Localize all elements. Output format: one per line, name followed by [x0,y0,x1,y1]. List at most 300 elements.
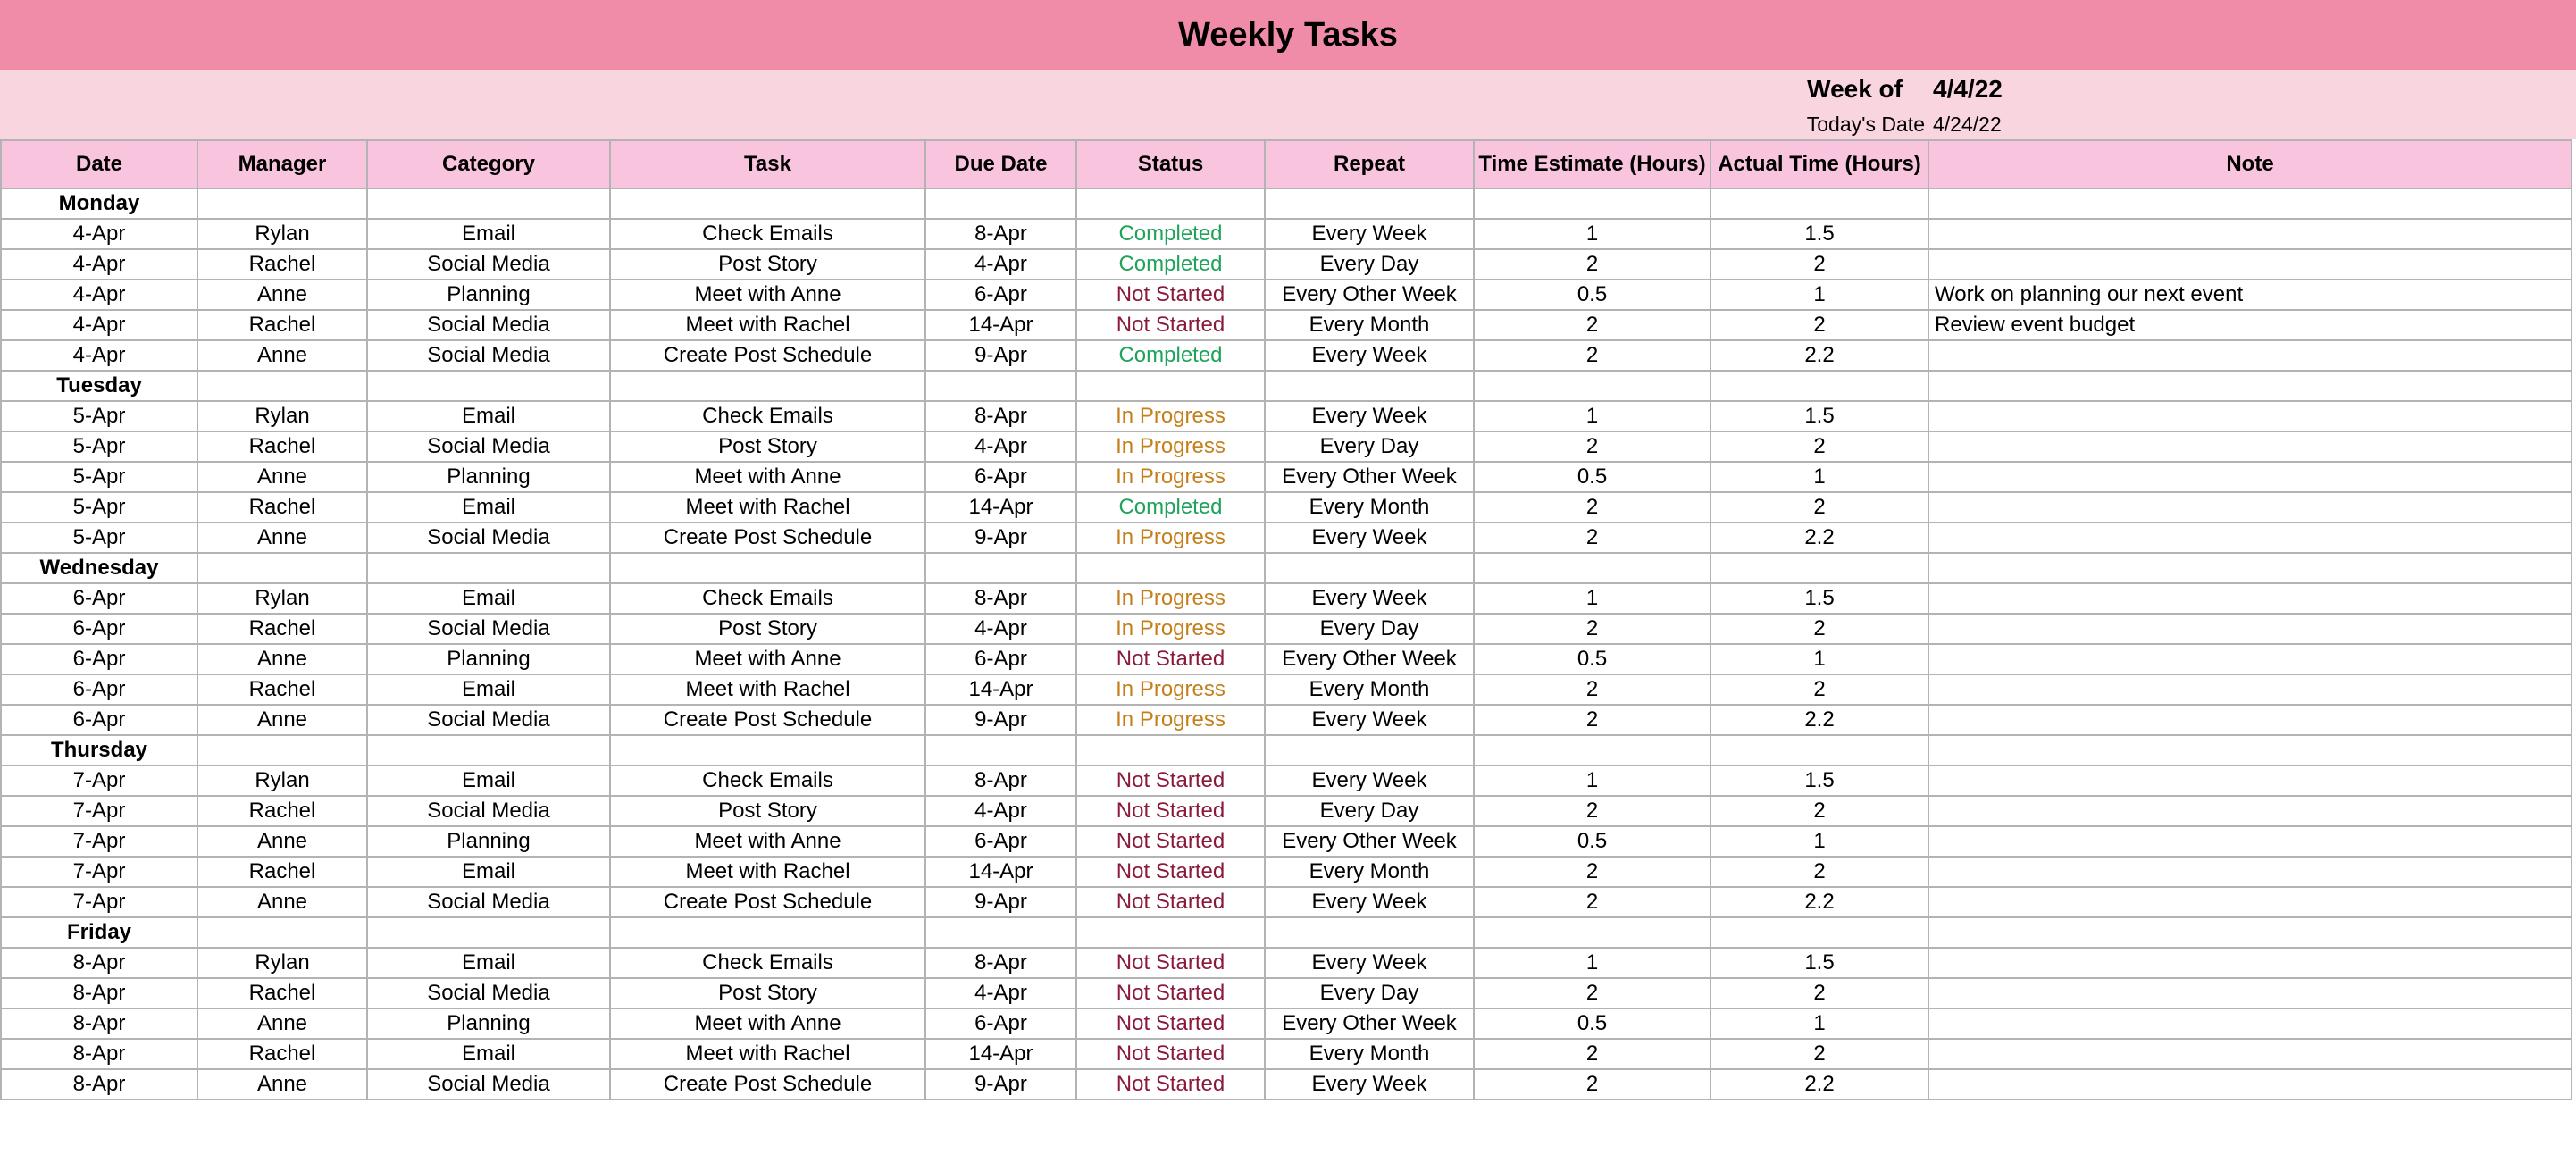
cell-time-estimate[interactable]: 2 [1474,887,1710,917]
empty-cell[interactable] [1710,735,1928,766]
cell-note[interactable] [1928,523,2572,553]
empty-cell[interactable] [925,917,1076,948]
cell-due-date[interactable]: 4-Apr [925,431,1076,462]
table-row[interactable] [1,644,2572,674]
cell-time-estimate[interactable]: 1 [1474,766,1710,796]
cell-time-estimate[interactable]: 2 [1474,310,1710,340]
cell-due-date[interactable]: 14-Apr [925,857,1076,887]
cell-task[interactable]: Meet with Rachel [610,310,925,340]
cell-task[interactable]: Create Post Schedule [610,523,925,553]
cell-task[interactable]: Check Emails [610,219,925,249]
table-row[interactable] [1,583,2572,614]
cell-actual-time[interactable]: 1 [1710,644,1928,674]
cell-due-date[interactable]: 4-Apr [925,614,1076,644]
empty-cell[interactable] [1076,371,1265,401]
cell-status[interactable]: Not Started [1076,280,1265,310]
empty-cell[interactable] [197,371,367,401]
empty-cell[interactable] [197,553,367,583]
cell-repeat[interactable]: Every Other Week [1265,1008,1474,1039]
cell-manager[interactable]: Rylan [197,401,367,431]
cell-time-estimate[interactable]: 2 [1474,492,1710,523]
cell-task[interactable]: Meet with Rachel [610,674,925,705]
cell-status[interactable]: Not Started [1076,948,1265,978]
cell-due-date[interactable]: 6-Apr [925,1008,1076,1039]
cell-category[interactable]: Email [367,948,610,978]
cell-status[interactable]: Not Started [1076,766,1265,796]
cell-due-date[interactable]: 14-Apr [925,674,1076,705]
table-row[interactable] [1,401,2572,431]
cell-status[interactable]: Completed [1076,492,1265,523]
empty-cell[interactable] [1928,917,2572,948]
cell-repeat[interactable]: Every Week [1265,340,1474,371]
cell-time-estimate[interactable]: 2 [1474,1039,1710,1069]
cell-status[interactable]: Not Started [1076,1069,1265,1100]
cell-manager[interactable]: Anne [197,644,367,674]
empty-cell[interactable] [1076,735,1265,766]
empty-cell[interactable] [610,917,925,948]
empty-cell[interactable] [1265,917,1474,948]
cell-actual-time[interactable]: 2.2 [1710,1069,1928,1100]
cell-repeat[interactable]: Every Week [1265,705,1474,735]
day-label[interactable]: Wednesday [1,553,197,583]
empty-cell[interactable] [1265,371,1474,401]
cell-repeat[interactable]: Every Month [1265,857,1474,887]
cell-category[interactable]: Social Media [367,978,610,1008]
empty-cell[interactable] [1928,735,2572,766]
cell-category[interactable]: Email [367,766,610,796]
cell-category[interactable]: Social Media [367,340,610,371]
cell-category[interactable]: Planning [367,280,610,310]
cell-time-estimate[interactable]: 2 [1474,978,1710,1008]
cell-category[interactable]: Email [367,1039,610,1069]
cell-note[interactable] [1928,674,2572,705]
empty-cell[interactable] [1710,371,1928,401]
cell-repeat[interactable]: Every Day [1265,614,1474,644]
cell-due-date[interactable]: 4-Apr [925,796,1076,826]
cell-manager[interactable]: Rylan [197,219,367,249]
cell-actual-time[interactable]: 1 [1710,462,1928,492]
cell-repeat[interactable]: Every Week [1265,583,1474,614]
cell-actual-time[interactable]: 1 [1710,826,1928,857]
cell-date[interactable]: 5-Apr [1,462,197,492]
empty-cell[interactable] [367,735,610,766]
cell-note[interactable] [1928,644,2572,674]
cell-due-date[interactable]: 14-Apr [925,1039,1076,1069]
empty-cell[interactable] [197,735,367,766]
cell-note[interactable] [1928,249,2572,280]
cell-time-estimate[interactable]: 0.5 [1474,1008,1710,1039]
table-row[interactable] [1,249,2572,280]
cell-category[interactable]: Planning [367,1008,610,1039]
cell-due-date[interactable]: 9-Apr [925,887,1076,917]
cell-date[interactable]: 6-Apr [1,583,197,614]
cell-task[interactable]: Check Emails [610,948,925,978]
cell-note[interactable] [1928,219,2572,249]
col-header-status[interactable]: Status [1076,140,1265,188]
empty-cell[interactable] [367,188,610,219]
empty-cell[interactable] [1265,188,1474,219]
cell-status[interactable]: Completed [1076,340,1265,371]
cell-task[interactable]: Post Story [610,978,925,1008]
cell-status[interactable]: In Progress [1076,583,1265,614]
cell-actual-time[interactable]: 1.5 [1710,401,1928,431]
empty-cell[interactable] [197,917,367,948]
empty-cell[interactable] [1076,553,1265,583]
cell-note[interactable]: Review event budget [1928,310,2572,340]
cell-due-date[interactable]: 6-Apr [925,462,1076,492]
cell-manager[interactable]: Rachel [197,431,367,462]
cell-status[interactable]: In Progress [1076,674,1265,705]
cell-due-date[interactable]: 8-Apr [925,948,1076,978]
cell-actual-time[interactable]: 1 [1710,280,1928,310]
cell-date[interactable]: 7-Apr [1,826,197,857]
col-header-task[interactable]: Task [610,140,925,188]
empty-cell[interactable] [610,188,925,219]
cell-time-estimate[interactable]: 2 [1474,340,1710,371]
table-row[interactable] [1,280,2572,310]
cell-actual-time[interactable]: 1.5 [1710,948,1928,978]
cell-due-date[interactable]: 4-Apr [925,249,1076,280]
table-row[interactable] [1,796,2572,826]
cell-repeat[interactable]: Every Month [1265,674,1474,705]
table-row[interactable] [1,340,2572,371]
cell-task[interactable]: Meet with Anne [610,644,925,674]
cell-time-estimate[interactable]: 0.5 [1474,280,1710,310]
cell-category[interactable]: Social Media [367,431,610,462]
cell-date[interactable]: 4-Apr [1,310,197,340]
cell-repeat[interactable]: Every Other Week [1265,826,1474,857]
cell-due-date[interactable]: 9-Apr [925,705,1076,735]
empty-cell[interactable] [1928,188,2572,219]
cell-date[interactable]: 8-Apr [1,1039,197,1069]
cell-due-date[interactable]: 8-Apr [925,766,1076,796]
cell-status[interactable]: Not Started [1076,310,1265,340]
cell-repeat[interactable]: Every Week [1265,948,1474,978]
cell-time-estimate[interactable]: 2 [1474,796,1710,826]
table-row[interactable] [1,978,2572,1008]
cell-repeat[interactable]: Every Day [1265,249,1474,280]
cell-manager[interactable]: Rachel [197,674,367,705]
cell-status[interactable]: In Progress [1076,705,1265,735]
empty-cell[interactable] [925,188,1076,219]
cell-date[interactable]: 7-Apr [1,857,197,887]
empty-cell[interactable] [367,371,610,401]
cell-manager[interactable]: Anne [197,340,367,371]
cell-actual-time[interactable]: 2 [1710,249,1928,280]
cell-note[interactable]: Work on planning our next event [1928,280,2572,310]
cell-status[interactable]: Not Started [1076,857,1265,887]
cell-category[interactable]: Email [367,674,610,705]
cell-category[interactable]: Planning [367,644,610,674]
cell-date[interactable]: 5-Apr [1,401,197,431]
cell-manager[interactable]: Anne [197,462,367,492]
cell-category[interactable]: Email [367,583,610,614]
cell-actual-time[interactable]: 1.5 [1710,583,1928,614]
cell-repeat[interactable]: Every Week [1265,1069,1474,1100]
cell-time-estimate[interactable]: 2 [1474,614,1710,644]
cell-date[interactable]: 5-Apr [1,523,197,553]
cell-task[interactable]: Create Post Schedule [610,1069,925,1100]
col-header-manager[interactable]: Manager [197,140,367,188]
cell-category[interactable]: Social Media [367,249,610,280]
cell-date[interactable]: 4-Apr [1,280,197,310]
cell-actual-time[interactable]: 1.5 [1710,766,1928,796]
cell-task[interactable]: Meet with Anne [610,826,925,857]
cell-date[interactable]: 7-Apr [1,796,197,826]
empty-cell[interactable] [367,553,610,583]
cell-due-date[interactable]: 14-Apr [925,492,1076,523]
cell-repeat[interactable]: Every Week [1265,219,1474,249]
table-row[interactable] [1,462,2572,492]
cell-time-estimate[interactable]: 2 [1474,1069,1710,1100]
cell-repeat[interactable]: Every Week [1265,401,1474,431]
cell-date[interactable]: 8-Apr [1,948,197,978]
cell-note[interactable] [1928,978,2572,1008]
cell-category[interactable]: Planning [367,826,610,857]
cell-time-estimate[interactable]: 1 [1474,401,1710,431]
cell-time-estimate[interactable]: 2 [1474,674,1710,705]
cell-note[interactable] [1928,462,2572,492]
empty-cell[interactable] [1474,188,1710,219]
cell-task[interactable]: Meet with Rachel [610,1039,925,1069]
cell-status[interactable]: Not Started [1076,887,1265,917]
cell-repeat[interactable]: Every Week [1265,766,1474,796]
cell-note[interactable] [1928,492,2572,523]
cell-status[interactable]: In Progress [1076,462,1265,492]
col-header-date[interactable]: Date [1,140,197,188]
cell-time-estimate[interactable]: 2 [1474,523,1710,553]
day-label[interactable]: Tuesday [1,371,197,401]
table-row[interactable] [1,523,2572,553]
cell-task[interactable]: Create Post Schedule [610,887,925,917]
cell-status[interactable]: Not Started [1076,826,1265,857]
cell-repeat[interactable]: Every Week [1265,523,1474,553]
cell-category[interactable]: Social Media [367,887,610,917]
cell-manager[interactable]: Rachel [197,796,367,826]
cell-actual-time[interactable]: 2 [1710,492,1928,523]
cell-time-estimate[interactable]: 1 [1474,948,1710,978]
cell-actual-time[interactable]: 2 [1710,614,1928,644]
empty-cell[interactable] [1474,917,1710,948]
cell-date[interactable]: 6-Apr [1,644,197,674]
cell-date[interactable]: 8-Apr [1,978,197,1008]
cell-status[interactable]: Completed [1076,249,1265,280]
cell-repeat[interactable]: Every Month [1265,310,1474,340]
cell-due-date[interactable]: 8-Apr [925,583,1076,614]
cell-date[interactable]: 8-Apr [1,1008,197,1039]
cell-date[interactable]: 4-Apr [1,219,197,249]
cell-category[interactable]: Social Media [367,614,610,644]
cell-actual-time[interactable]: 2 [1710,310,1928,340]
cell-date[interactable]: 5-Apr [1,431,197,462]
empty-cell[interactable] [925,371,1076,401]
cell-manager[interactable]: Rylan [197,583,367,614]
cell-task[interactable]: Post Story [610,796,925,826]
cell-due-date[interactable]: 9-Apr [925,340,1076,371]
cell-status[interactable]: Not Started [1076,796,1265,826]
today-date-value[interactable]: 4/24/22 [1933,113,2002,136]
cell-time-estimate[interactable]: 0.5 [1474,644,1710,674]
cell-note[interactable] [1928,583,2572,614]
cell-category[interactable]: Email [367,219,610,249]
cell-category[interactable]: Social Media [367,796,610,826]
cell-actual-time[interactable]: 2 [1710,674,1928,705]
cell-manager[interactable]: Rachel [197,978,367,1008]
cell-time-estimate[interactable]: 0.5 [1474,462,1710,492]
cell-manager[interactable]: Rachel [197,614,367,644]
cell-status[interactable]: Not Started [1076,978,1265,1008]
cell-time-estimate[interactable]: 1 [1474,583,1710,614]
cell-repeat[interactable]: Every Other Week [1265,280,1474,310]
empty-cell[interactable] [1076,917,1265,948]
cell-actual-time[interactable]: 2 [1710,1039,1928,1069]
day-label[interactable]: Friday [1,917,197,948]
cell-task[interactable]: Create Post Schedule [610,705,925,735]
cell-note[interactable] [1928,948,2572,978]
cell-manager[interactable]: Anne [197,523,367,553]
cell-category[interactable]: Social Media [367,523,610,553]
week-of-value[interactable]: 4/4/22 [1933,75,2003,103]
empty-cell[interactable] [1928,371,2572,401]
cell-repeat[interactable]: Every Day [1265,431,1474,462]
cell-time-estimate[interactable]: 2 [1474,431,1710,462]
cell-task[interactable]: Check Emails [610,583,925,614]
empty-cell[interactable] [925,553,1076,583]
empty-cell[interactable] [197,188,367,219]
cell-category[interactable]: Social Media [367,705,610,735]
empty-cell[interactable] [1928,553,2572,583]
col-header-time-estimate[interactable]: Time Estimate (Hours) [1474,140,1710,188]
cell-category[interactable]: Planning [367,462,610,492]
cell-status[interactable]: Not Started [1076,1039,1265,1069]
table-row[interactable] [1,826,2572,857]
cell-actual-time[interactable]: 2 [1710,857,1928,887]
cell-due-date[interactable]: 4-Apr [925,978,1076,1008]
table-row[interactable] [1,705,2572,735]
cell-repeat[interactable]: Every Day [1265,796,1474,826]
cell-due-date[interactable]: 14-Apr [925,310,1076,340]
cell-note[interactable] [1928,887,2572,917]
cell-actual-time[interactable]: 2 [1710,431,1928,462]
cell-manager[interactable]: Rachel [197,310,367,340]
col-header-actual-time[interactable]: Actual Time (Hours) [1710,140,1928,188]
cell-time-estimate[interactable]: 1 [1474,219,1710,249]
table-row[interactable] [1,857,2572,887]
empty-cell[interactable] [1710,553,1928,583]
empty-cell[interactable] [1265,735,1474,766]
cell-actual-time[interactable]: 2.2 [1710,705,1928,735]
cell-due-date[interactable]: 8-Apr [925,401,1076,431]
cell-due-date[interactable]: 9-Apr [925,523,1076,553]
cell-actual-time[interactable]: 2.2 [1710,887,1928,917]
cell-status[interactable]: In Progress [1076,523,1265,553]
cell-category[interactable]: Social Media [367,1069,610,1100]
cell-due-date[interactable]: 9-Apr [925,1069,1076,1100]
cell-task[interactable]: Post Story [610,431,925,462]
cell-repeat[interactable]: Every Week [1265,887,1474,917]
cell-date[interactable]: 4-Apr [1,340,197,371]
cell-date[interactable]: 6-Apr [1,674,197,705]
cell-task[interactable]: Meet with Anne [610,462,925,492]
cell-due-date[interactable]: 6-Apr [925,826,1076,857]
cell-date[interactable]: 6-Apr [1,705,197,735]
cell-note[interactable] [1928,1039,2572,1069]
cell-date[interactable]: 7-Apr [1,766,197,796]
cell-due-date[interactable]: 6-Apr [925,644,1076,674]
cell-note[interactable] [1928,766,2572,796]
cell-actual-time[interactable]: 2 [1710,796,1928,826]
table-row[interactable] [1,674,2572,705]
cell-actual-time[interactable]: 1.5 [1710,219,1928,249]
cell-manager[interactable]: Anne [197,1008,367,1039]
empty-cell[interactable] [1265,553,1474,583]
cell-actual-time[interactable]: 1 [1710,1008,1928,1039]
cell-time-estimate[interactable]: 0.5 [1474,826,1710,857]
cell-manager[interactable]: Anne [197,826,367,857]
cell-status[interactable]: Completed [1076,219,1265,249]
col-header-repeat[interactable]: Repeat [1265,140,1474,188]
cell-note[interactable] [1928,340,2572,371]
cell-repeat[interactable]: Every Other Week [1265,644,1474,674]
cell-repeat[interactable]: Every Day [1265,978,1474,1008]
col-header-category[interactable]: Category [367,140,610,188]
table-row[interactable] [1,219,2572,249]
empty-cell[interactable] [1474,735,1710,766]
table-row[interactable] [1,492,2572,523]
cell-note[interactable] [1928,1069,2572,1100]
cell-category[interactable]: Social Media [367,310,610,340]
cell-note[interactable] [1928,705,2572,735]
empty-cell[interactable] [1710,917,1928,948]
day-label[interactable]: Thursday [1,735,197,766]
cell-date[interactable]: 4-Apr [1,249,197,280]
table-row[interactable] [1,1008,2572,1039]
cell-due-date[interactable]: 6-Apr [925,280,1076,310]
empty-cell[interactable] [610,371,925,401]
cell-note[interactable] [1928,857,2572,887]
cell-repeat[interactable]: Every Month [1265,1039,1474,1069]
empty-cell[interactable] [610,553,925,583]
cell-repeat[interactable]: Every Month [1265,492,1474,523]
cell-time-estimate[interactable]: 2 [1474,705,1710,735]
table-row[interactable] [1,887,2572,917]
cell-note[interactable] [1928,431,2572,462]
cell-date[interactable]: 6-Apr [1,614,197,644]
cell-date[interactable]: 5-Apr [1,492,197,523]
cell-due-date[interactable]: 8-Apr [925,219,1076,249]
cell-manager[interactable]: Rylan [197,766,367,796]
cell-actual-time[interactable]: 2.2 [1710,340,1928,371]
day-label[interactable]: Monday [1,188,197,219]
cell-task[interactable]: Meet with Rachel [610,492,925,523]
cell-actual-time[interactable]: 2.2 [1710,523,1928,553]
cell-status[interactable]: In Progress [1076,431,1265,462]
cell-manager[interactable]: Anne [197,280,367,310]
cell-repeat[interactable]: Every Other Week [1265,462,1474,492]
empty-cell[interactable] [1076,188,1265,219]
table-row[interactable] [1,310,2572,340]
cell-manager[interactable]: Rylan [197,948,367,978]
cell-category[interactable]: Email [367,492,610,523]
empty-cell[interactable] [610,735,925,766]
cell-category[interactable]: Email [367,857,610,887]
table-row[interactable] [1,766,2572,796]
cell-note[interactable] [1928,826,2572,857]
cell-task[interactable]: Meet with Anne [610,1008,925,1039]
empty-cell[interactable] [925,735,1076,766]
cell-manager[interactable]: Rachel [197,857,367,887]
empty-cell[interactable] [1474,371,1710,401]
